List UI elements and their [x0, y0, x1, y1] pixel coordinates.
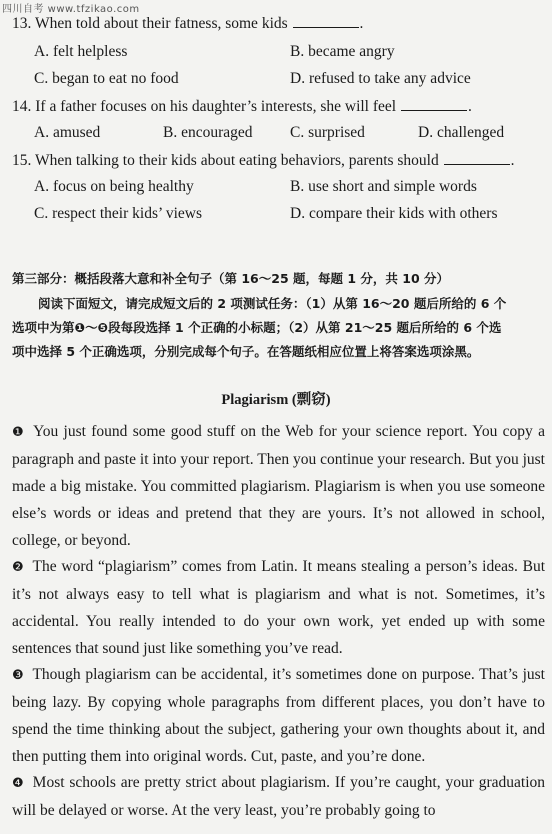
option: C. began to eat no food — [34, 70, 179, 87]
article-paragraph-2: ❷ The word “plagiarism” comes from Latin. It means stealing a person’s ideas. But it’s not always easy to tell what is plagiarism and what is not. Sometimes, it’s accidental. You really intended to do your own work, yet ended up with some sentences that sound just like something you’ve read. — [12, 558, 546, 657]
option: A. felt helpless — [34, 43, 128, 60]
article-paragraph-1: ❶ You just found some good stuff on the Web for your science report. You copy a paragraph and paste it into your report. Then you continue your research. But you just made a big mistake. You committed plagiarism. Plagiarism is when you use someone else’s words or ideas and pretend that they are yours. It’s not allowed in school, college, or beyond. — [12, 423, 545, 549]
instruction-line: 选项中为第❶～❺段每段选择 1 个正确的小标题；（2）从第 21～25 题后所给的 6 个选 — [12, 320, 502, 335]
paragraph-number: ❹ — [12, 776, 25, 791]
option: B. became angry — [290, 43, 395, 60]
watermark: 四川自考 www.tfzikao.com — [2, 4, 140, 15]
paragraph-number: ❶ — [12, 425, 26, 440]
option: A. amused — [34, 124, 101, 141]
section-heading: 第三部分：概括段落大意和补全句子（第 16～25 题，每题 1 分，共 10 分） — [12, 271, 449, 286]
answer-blank — [401, 96, 467, 111]
instruction-line: 项中选择 5 个正确选项，分别完成每个句子。在答题纸相应位置上将答案选项涂黑。 — [12, 344, 480, 359]
paragraph-number: ❸ — [12, 668, 25, 683]
option: A. focus on being healthy — [34, 178, 194, 195]
option: B. use short and simple words — [290, 178, 477, 195]
option: D. refused to take any advice — [290, 70, 471, 87]
article-title: Plagiarism (剽窃) — [221, 392, 331, 408]
option: D. compare their kids with others — [290, 205, 498, 222]
question-15-stem: 15. When talking to their kids about eating behaviors, parents should . — [12, 152, 515, 169]
option: D. challenged — [418, 124, 505, 141]
option: C. surprised — [290, 124, 365, 141]
article-paragraph-4: ❹ Most schools are pretty strict about plagiarism. If you’re caught, your graduation will be delayed or worse. At the very least, you’re probably going to — [12, 774, 546, 819]
paragraph-number: ❷ — [12, 560, 25, 575]
question-13-stem: 13. When told about their fatness, some kids . — [12, 15, 364, 32]
instruction-line: 阅读下面短文，请完成短文后的 2 项测试任务：（1）从第 16～20 题后所给的 6 个 — [38, 296, 507, 311]
option: B. encouraged — [163, 124, 253, 141]
option: C. respect their kids’ views — [34, 205, 203, 222]
article-paragraph-3: ❸ Though plagiarism can be accidental, it’s sometimes done on purpose. That’s just being lazy. By copying whole paragraphs from different places, you don’t have to spend the time thinking about the subject, gathering your own thoughts about it, and then putting them into original words. Cut, paste, and you’re done. — [12, 666, 545, 765]
answer-blank — [293, 13, 359, 28]
answer-blank — [444, 150, 510, 165]
question-14-stem: 14. If a father focuses on his daughter’s interests, she will feel . — [12, 98, 472, 115]
